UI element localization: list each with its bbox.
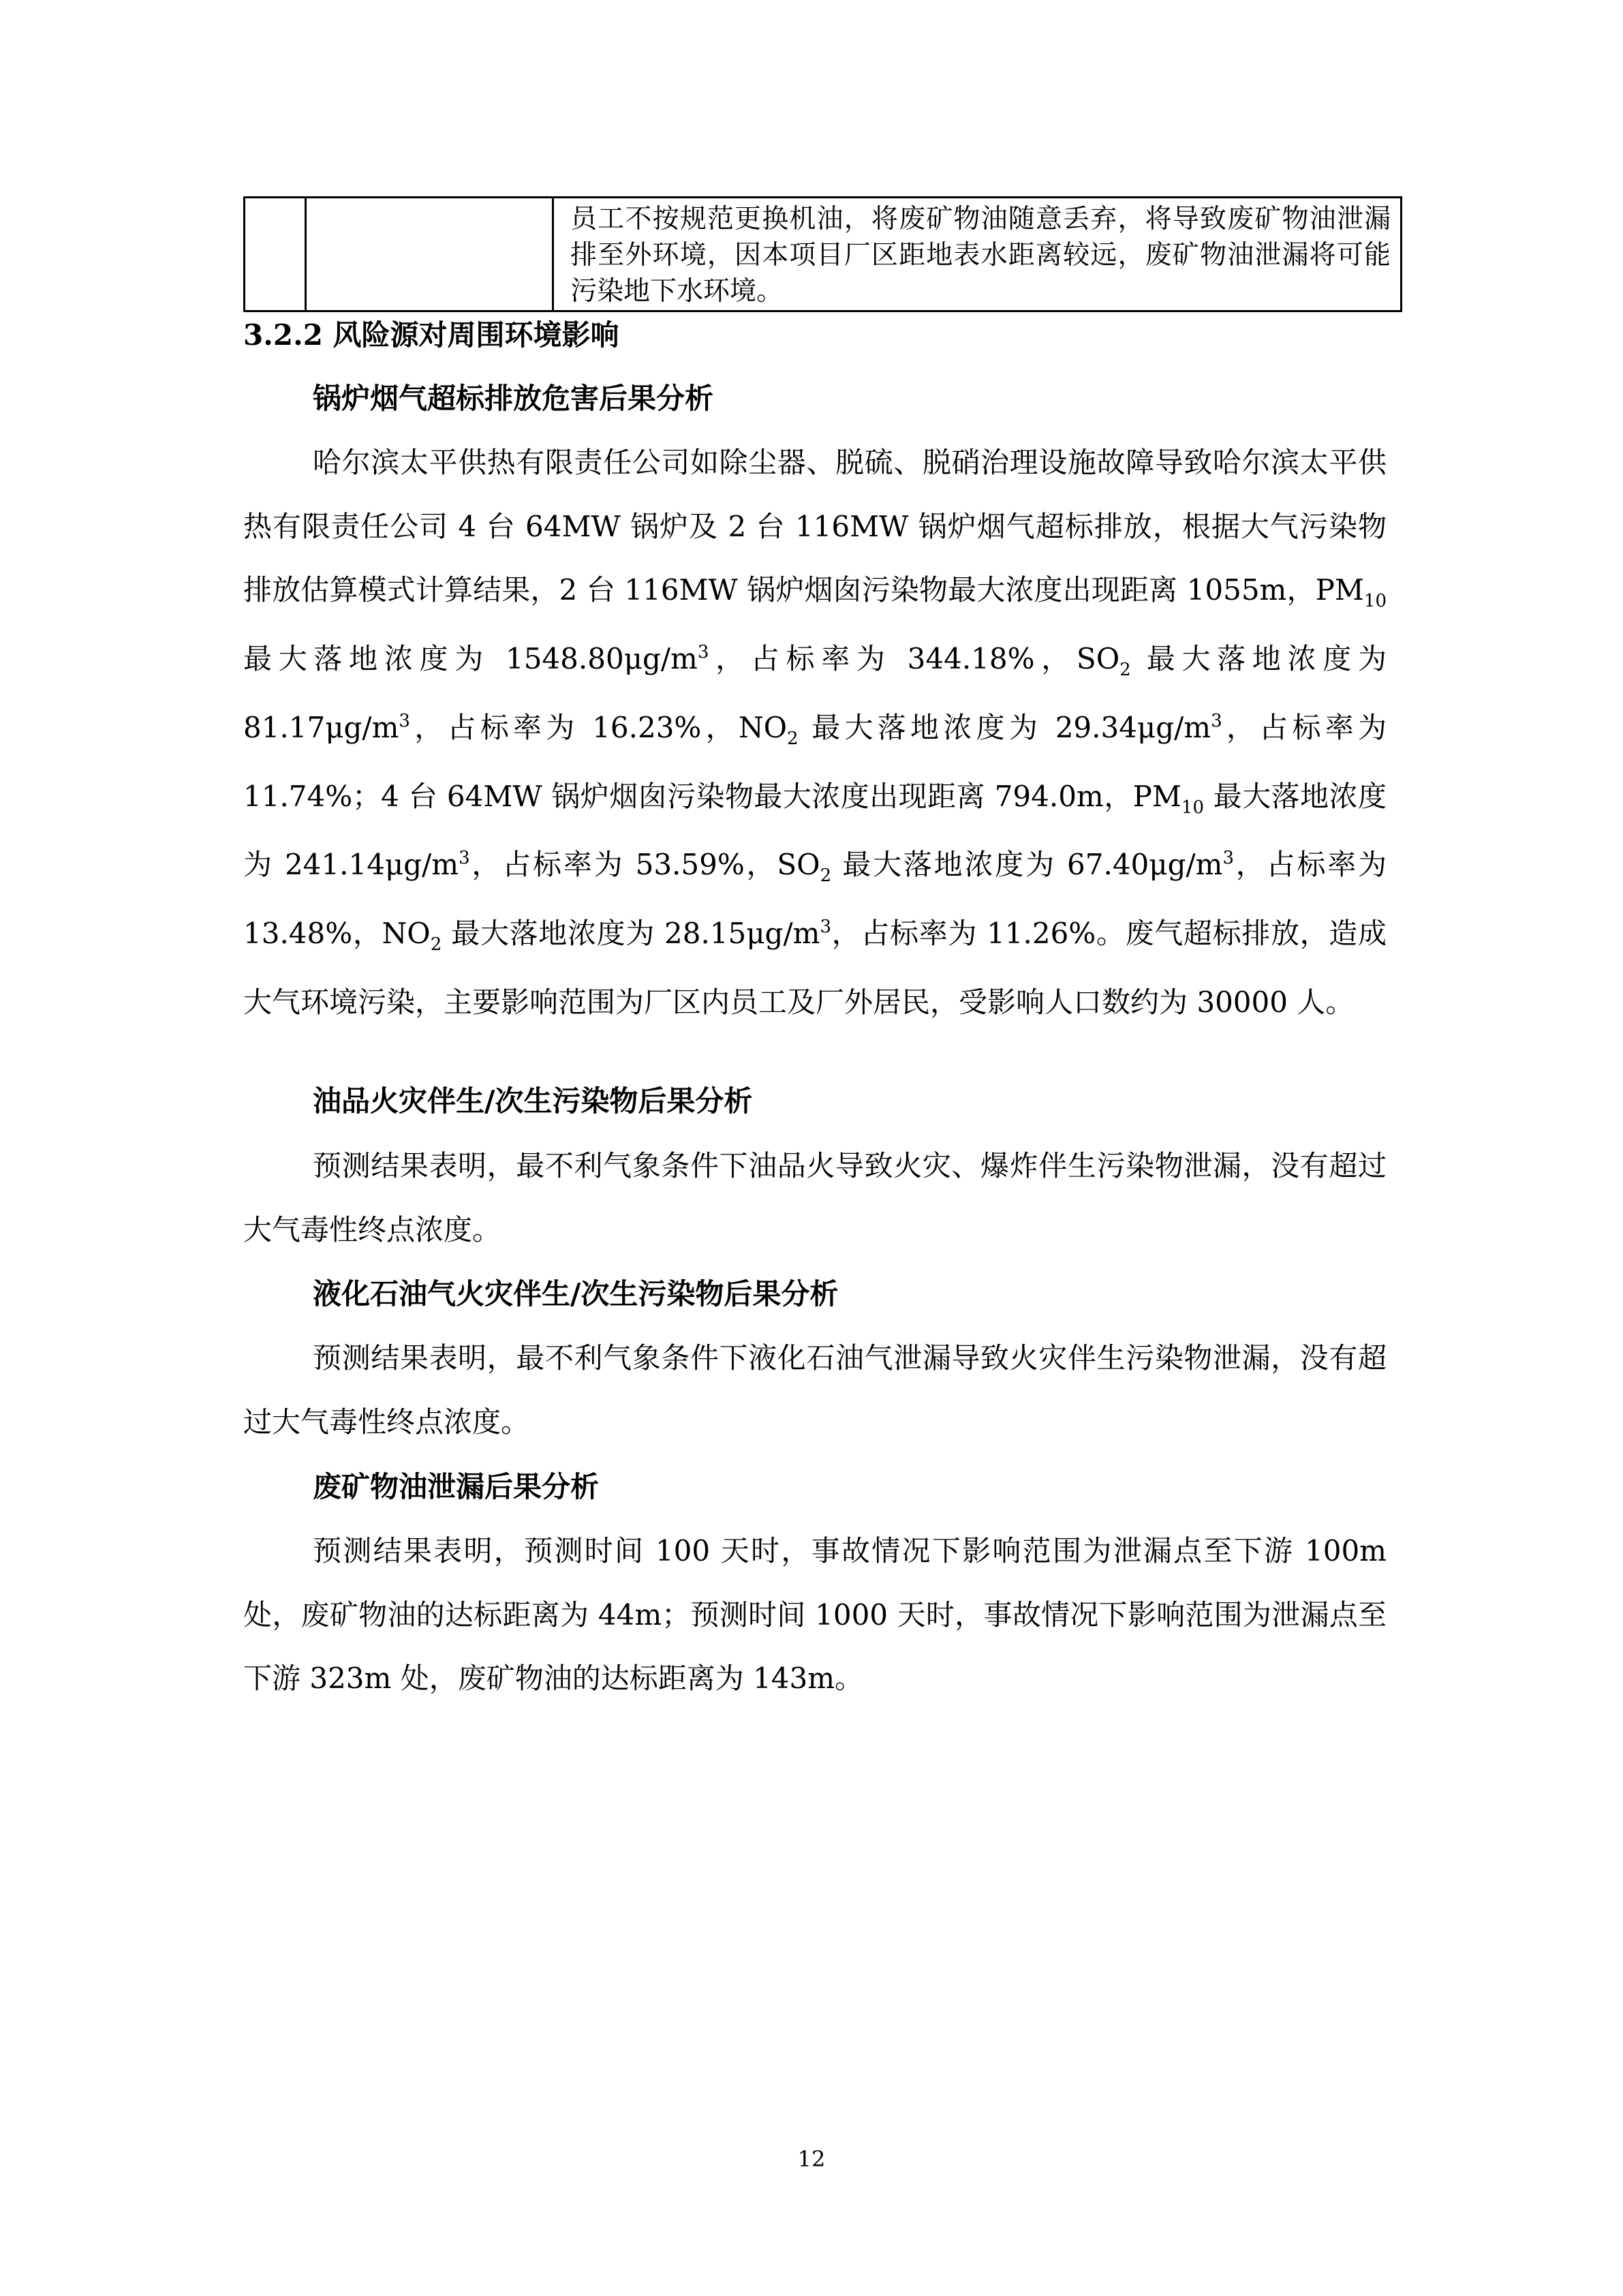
boiler-subheading: 锅炉烟气超标排放危害后果分析	[313, 382, 714, 415]
waste-oil-paragraph: 预测结果表明，预测时间 100 天时，事故情况下影响范围为泄漏点至下游 100m 处，废矿物油的达标距离为 44m；预测时间 1000 天时，事故情况下影响范围为泄漏点至下游 323m 处，废矿物油的达标距离为 143m。	[243, 1534, 1387, 1696]
boiler-paragraph: 哈尔滨太平供热有限责任公司如除尘器、脱硫、脱硝治理设施故障导致哈尔滨太平供热有限责任公司 4 台 64MW 锅炉及 2 台 116MW 锅炉烟气超标排放，根据大气污染物排放估算模式计算结果，2 台 116MW 锅炉烟囱污染物最大浓度出现距离 1055m，$PM_{10}$ 最大落地浓度为 $1548.80\mu g/m^3$，占标率为 344.18%，$SO_2$ 最大落地浓度为 $81.17\mu g/m^3$，占标率为 16.23%，$NO_2$ 最大落地浓度为 $29.34\mu g/m^3$，占标率为 11.74%；4 台 64MW 锅炉烟囱污染物最大浓度出现距离 794.0m，$PM_{10}$ 最大落地浓度为 $241.14\mu g/m^3$，占标率为 53.59%，$SO_2$ 最大落地浓度为 $67.40\mu g/m^3$，占标率为 13.48%，$NO_2$ 最大落地浓度为 $28.15\mu g/m^3$，占标率为 11.26%。废气超标排放，造成大气环境污染，主要影响范围为厂区内员工及厂外居民，受影响人口数约为 30000 人。	[243, 446, 1387, 1019]
oil-fire-paragraph: 预测结果表明，最不利气象条件下油品火导致火灾、爆炸伴生污染物泄漏，没有超过大气毒性终点浓度。	[243, 1149, 1387, 1246]
oil-fire-subheading: 油品火灾伴生/次生污染物后果分析	[313, 1084, 753, 1118]
risk-source-table-fragment	[243, 196, 1402, 312]
section-heading: 3.2.2 风险源对周围环境影响	[243, 318, 619, 352]
table-cell-description: 员工不按规范更换机油，将废矿物油随意丢弃，将导致废矿物油泄漏排至外环境，因本项目厂区距地表水距离较远，废矿物油泄漏将可能污染地下水环境。	[553, 198, 1402, 311]
page-number: 12	[797, 2146, 826, 2172]
table-cell-empty-2	[306, 198, 553, 311]
table-row	[245, 198, 1402, 311]
waste-oil-subheading: 废矿物油泄漏后果分析	[313, 1470, 600, 1503]
table-cell-empty-1	[245, 198, 306, 311]
lpg-fire-paragraph: 预测结果表明，最不利气象条件下液化石油气泄漏导致火灾伴生污染物泄漏，没有超过大气毒性终点浓度。	[243, 1341, 1387, 1439]
lpg-fire-subheading: 液化石油气火灾伴生/次生污染物后果分析	[313, 1277, 839, 1311]
